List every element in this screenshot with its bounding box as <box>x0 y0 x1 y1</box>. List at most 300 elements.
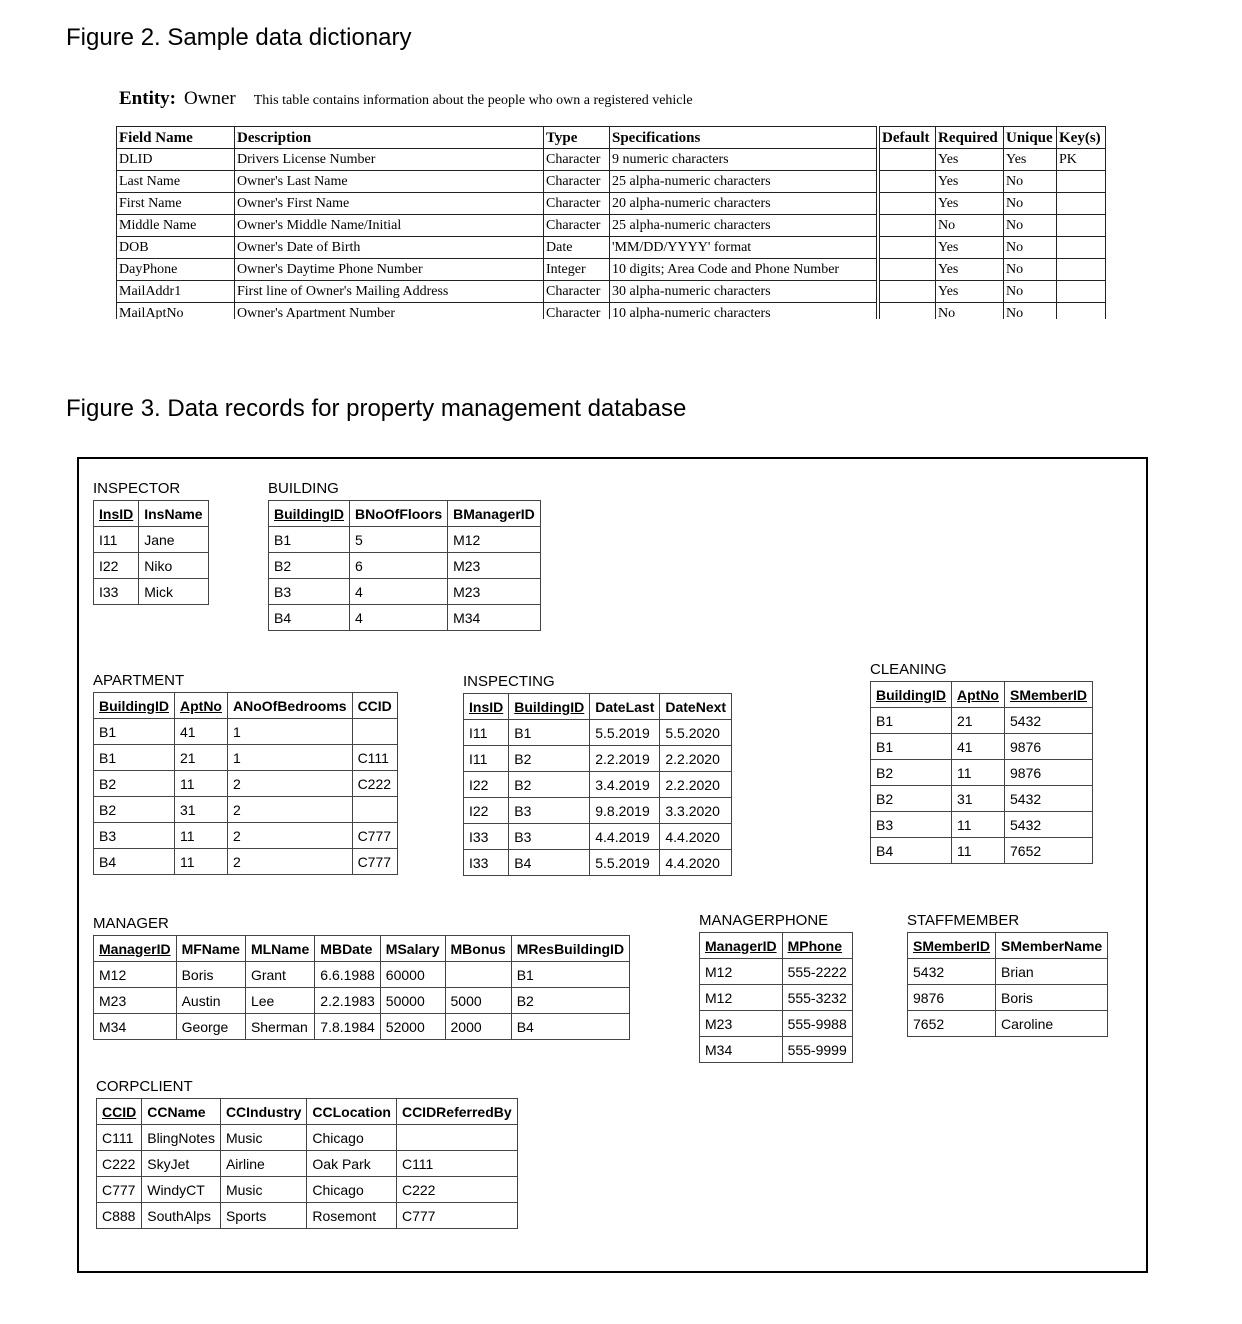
relation-table <box>93 935 630 1040</box>
table-cell: 31 <box>175 797 228 823</box>
dict-cell <box>880 281 936 303</box>
table-cell: 6.6.1988 <box>315 962 381 988</box>
table-cell: Airline <box>220 1151 306 1177</box>
table-cell: C888 <box>97 1203 142 1229</box>
cleaning-relation <box>870 659 1093 864</box>
table-cell: 2.2.2019 <box>590 746 660 772</box>
dict-cell <box>1057 259 1106 281</box>
dict-cell: Date <box>544 237 610 259</box>
dict-cell: 9 numeric characters <box>610 149 877 171</box>
dict-cell: Character <box>544 149 610 171</box>
table-row <box>464 824 732 850</box>
relation-table <box>463 693 732 876</box>
table-cell: Boris <box>996 985 1108 1011</box>
table-cell: 7.8.1984 <box>315 1014 381 1040</box>
dict-cell: No <box>1004 171 1057 193</box>
dict-row <box>117 303 1106 320</box>
column-header: CCIndustry <box>220 1099 306 1125</box>
building-relation <box>268 478 541 631</box>
table-cell: 7652 <box>1005 838 1093 864</box>
column-header: AptNo <box>175 693 228 719</box>
table-cell <box>445 962 511 988</box>
table-cell: Grant <box>245 962 314 988</box>
column-header: DateNext <box>660 694 732 720</box>
dict-header-cell: Unique <box>1004 127 1057 149</box>
dict-cell: Owner's Date of Birth <box>235 237 544 259</box>
column-header: BuildingID <box>269 501 350 527</box>
apartment-relation <box>93 670 398 875</box>
table-cell: M23 <box>448 553 541 579</box>
table-cell: B1 <box>509 720 590 746</box>
table-row <box>871 734 1093 760</box>
table-cell: M12 <box>700 959 783 985</box>
relation-table <box>96 1098 518 1229</box>
table-cell: 4.4.2020 <box>660 850 732 876</box>
table-row <box>700 1037 853 1063</box>
column-header: InsID <box>464 694 509 720</box>
dict-cell: Owner's Apartment Number <box>235 303 544 320</box>
relation-table <box>268 500 541 631</box>
table-row <box>464 798 732 824</box>
dict-cell <box>1057 193 1106 215</box>
table-row <box>94 849 398 875</box>
relation-name: APARTMENT <box>93 672 185 689</box>
table-cell: M23 <box>448 579 541 605</box>
table-cell: 5.5.2019 <box>590 850 660 876</box>
table-row <box>94 579 209 605</box>
dict-cell: No <box>1004 281 1057 303</box>
table-row <box>269 579 541 605</box>
column-header: MPhone <box>782 933 852 959</box>
relation-name: CLEANING <box>870 661 947 678</box>
table-cell: C111 <box>396 1151 517 1177</box>
table-cell: 9.8.2019 <box>590 798 660 824</box>
table-cell: C222 <box>396 1177 517 1203</box>
dict-cell: Yes <box>936 171 1004 193</box>
table-cell: Chicago <box>307 1125 397 1151</box>
dict-header-cell: Description <box>235 127 544 149</box>
table-cell: Music <box>220 1125 306 1151</box>
relation-name: MANAGERPHONE <box>699 912 829 929</box>
relation-name: INSPECTOR <box>93 480 181 497</box>
table-cell: 2 <box>228 823 353 849</box>
dict-cell <box>1057 171 1106 193</box>
table-cell: WindyCT <box>142 1177 221 1203</box>
table-cell: 5.5.2020 <box>660 720 732 746</box>
table-cell: 4 <box>350 605 448 631</box>
table-cell: George <box>176 1014 245 1040</box>
table-cell: 2.2.1983 <box>315 988 381 1014</box>
dict-cell: First Name <box>117 193 235 215</box>
dict-cell: No <box>1004 215 1057 237</box>
entity-name: Owner <box>184 88 236 109</box>
table-cell: 555-9988 <box>782 1011 852 1037</box>
table-cell: Mick <box>139 579 208 605</box>
table-row <box>94 797 398 823</box>
table-row <box>94 1014 630 1040</box>
column-header: MSalary <box>380 936 445 962</box>
dict-cell: MailAptNo <box>117 303 235 320</box>
table-row <box>94 553 209 579</box>
data-dictionary-table <box>116 126 1106 319</box>
table-row <box>464 746 732 772</box>
table-cell: 11 <box>952 760 1005 786</box>
table-cell: I11 <box>464 746 509 772</box>
data-records-panel <box>77 457 1148 1273</box>
dict-cell: Owner's Middle Name/Initial <box>235 215 544 237</box>
table-row <box>97 1151 518 1177</box>
dict-cell: Middle Name <box>117 215 235 237</box>
table-cell: 2 <box>228 849 353 875</box>
table-row <box>94 745 398 771</box>
manager-relation <box>93 913 630 1040</box>
relation-name: CORPCLIENT <box>96 1078 193 1095</box>
dict-cell: Character <box>544 171 610 193</box>
column-header: MFName <box>176 936 245 962</box>
table-cell: 9876 <box>908 985 996 1011</box>
table-row <box>908 1011 1108 1037</box>
entity-label: Entity: <box>119 88 176 109</box>
table-cell: I22 <box>464 772 509 798</box>
dict-cell <box>1057 303 1106 320</box>
dict-cell: 30 alpha-numeric characters <box>610 281 877 303</box>
table-cell: B2 <box>94 797 175 823</box>
table-cell: 31 <box>952 786 1005 812</box>
dict-row <box>117 193 1106 215</box>
dict-cell: DayPhone <box>117 259 235 281</box>
column-header: DateLast <box>590 694 660 720</box>
table-cell: C222 <box>97 1151 142 1177</box>
table-cell: 9876 <box>1005 760 1093 786</box>
table-row <box>94 823 398 849</box>
dict-cell: Owner's Daytime Phone Number <box>235 259 544 281</box>
table-row <box>700 985 853 1011</box>
column-header: BuildingID <box>871 682 952 708</box>
dict-header-cell: Specifications <box>610 127 877 149</box>
table-cell: B4 <box>511 1014 629 1040</box>
dict-cell: Character <box>544 281 610 303</box>
column-header: SMemberName <box>996 933 1108 959</box>
dict-cell: Drivers License Number <box>235 149 544 171</box>
dict-cell: Owner's Last Name <box>235 171 544 193</box>
table-row <box>871 760 1093 786</box>
table-cell: 5432 <box>908 959 996 985</box>
inspector-relation <box>93 478 209 605</box>
table-cell: I22 <box>94 553 139 579</box>
column-header: CCID <box>352 693 397 719</box>
dict-row <box>117 281 1106 303</box>
table-row <box>464 772 732 798</box>
table-cell: I33 <box>464 824 509 850</box>
dict-cell: 10 alpha-numeric characters <box>610 303 877 320</box>
table-cell <box>352 719 397 745</box>
dict-cell: 10 digits; Area Code and Phone Number <box>610 259 877 281</box>
dict-cell: Character <box>544 303 610 320</box>
dict-cell <box>880 193 936 215</box>
dict-cell: No <box>1004 237 1057 259</box>
column-header: MBDate <box>315 936 381 962</box>
dict-cell: Yes <box>936 259 1004 281</box>
dict-cell: 25 alpha-numeric characters <box>610 215 877 237</box>
table-cell: M34 <box>448 605 541 631</box>
table-cell: 50000 <box>380 988 445 1014</box>
dict-cell: Last Name <box>117 171 235 193</box>
table-cell: C777 <box>97 1177 142 1203</box>
table-cell: 9876 <box>1005 734 1093 760</box>
table-cell: B3 <box>94 823 175 849</box>
dict-cell <box>1057 237 1106 259</box>
table-cell: C222 <box>352 771 397 797</box>
table-cell: 2 <box>228 771 353 797</box>
relation-name: INSPECTING <box>463 673 555 690</box>
dict-header-cell: Key(s) <box>1057 127 1106 149</box>
relation-table <box>699 932 853 1063</box>
dict-cell: DOB <box>117 237 235 259</box>
table-cell: 7652 <box>908 1011 996 1037</box>
table-cell: B1 <box>511 962 629 988</box>
table-cell: 11 <box>175 771 228 797</box>
column-header: InsID <box>94 501 139 527</box>
table-cell: 555-9999 <box>782 1037 852 1063</box>
table-cell: 3.3.2020 <box>660 798 732 824</box>
column-header: BManagerID <box>448 501 541 527</box>
column-header: CCName <box>142 1099 221 1125</box>
column-header: BuildingID <box>509 694 590 720</box>
dict-cell: No <box>1004 193 1057 215</box>
table-row <box>464 850 732 876</box>
table-cell: 5432 <box>1005 812 1093 838</box>
table-cell: Oak Park <box>307 1151 397 1177</box>
relation-name: MANAGER <box>93 915 169 932</box>
staffmember-relation <box>907 910 1108 1037</box>
dict-cell <box>1057 281 1106 303</box>
column-header: MResBuildingID <box>511 936 629 962</box>
dict-header-cell: Required <box>936 127 1004 149</box>
table-cell: B2 <box>511 988 629 1014</box>
table-row <box>871 708 1093 734</box>
dict-cell: First line of Owner's Mailing Address <box>235 281 544 303</box>
table-cell: Sherman <box>245 1014 314 1040</box>
dict-cell: No <box>936 303 1004 320</box>
dict-cell <box>880 149 936 171</box>
table-cell: B1 <box>871 708 952 734</box>
table-cell: C111 <box>352 745 397 771</box>
table-cell: B3 <box>871 812 952 838</box>
dict-row <box>117 215 1106 237</box>
column-header: CCIDReferredBy <box>396 1099 517 1125</box>
table-row <box>269 553 541 579</box>
table-row <box>908 985 1108 1011</box>
table-cell: Jane <box>139 527 208 553</box>
table-cell: 2.2.2020 <box>660 746 732 772</box>
table-cell: M34 <box>94 1014 177 1040</box>
table-row <box>908 959 1108 985</box>
table-cell: 5432 <box>1005 786 1093 812</box>
table-cell: 5 <box>350 527 448 553</box>
dict-header-cell: Field Name <box>117 127 235 149</box>
table-row <box>871 838 1093 864</box>
table-cell: B2 <box>509 746 590 772</box>
dict-row <box>117 149 1106 171</box>
dict-cell: No <box>1004 303 1057 320</box>
figure-2-title: Figure 2. Sample data dictionary <box>66 24 412 51</box>
table-cell <box>352 797 397 823</box>
dict-cell: Yes <box>1004 149 1057 171</box>
column-header: CCID <box>97 1099 142 1125</box>
table-cell: BlingNotes <box>142 1125 221 1151</box>
column-header: SMemberID <box>908 933 996 959</box>
column-header: ANoOfBedrooms <box>228 693 353 719</box>
table-cell: SouthAlps <box>142 1203 221 1229</box>
table-cell: M12 <box>700 985 783 1011</box>
dict-cell <box>880 237 936 259</box>
table-cell: 2 <box>228 797 353 823</box>
table-cell: 41 <box>952 734 1005 760</box>
table-cell: C111 <box>97 1125 142 1151</box>
table-row <box>269 605 541 631</box>
dict-cell <box>880 303 936 320</box>
column-header: CCLocation <box>307 1099 397 1125</box>
table-cell: 11 <box>952 812 1005 838</box>
table-cell: I11 <box>94 527 139 553</box>
dict-cell: 25 alpha-numeric characters <box>610 171 877 193</box>
dict-cell: Owner's First Name <box>235 193 544 215</box>
table-cell: M34 <box>700 1037 783 1063</box>
figure-3-title: Figure 3. Data records for property management database <box>66 395 687 422</box>
table-cell: Lee <box>245 988 314 1014</box>
dict-row <box>117 237 1106 259</box>
relation-table <box>907 932 1108 1037</box>
table-cell: C777 <box>352 849 397 875</box>
table-cell: Caroline <box>996 1011 1108 1037</box>
dict-cell: Character <box>544 193 610 215</box>
table-cell: 21 <box>952 708 1005 734</box>
column-header: InsName <box>139 501 208 527</box>
table-cell: B1 <box>269 527 350 553</box>
table-row <box>94 527 209 553</box>
table-cell: I33 <box>464 850 509 876</box>
table-cell: 1 <box>228 719 353 745</box>
dict-row <box>117 259 1106 281</box>
table-cell: 6 <box>350 553 448 579</box>
table-row <box>94 988 630 1014</box>
table-cell: 11 <box>175 849 228 875</box>
table-cell: Chicago <box>307 1177 397 1203</box>
table-cell: 2.2.2020 <box>660 772 732 798</box>
table-cell: B1 <box>94 745 175 771</box>
dict-cell: Yes <box>936 281 1004 303</box>
dict-cell <box>880 171 936 193</box>
dict-header-cell: Type <box>544 127 610 149</box>
dict-cell: Character <box>544 215 610 237</box>
table-cell: B2 <box>871 786 952 812</box>
data-dictionary <box>116 126 1110 319</box>
dict-cell: No <box>1004 259 1057 281</box>
table-row <box>700 1011 853 1037</box>
table-cell: 555-2222 <box>782 959 852 985</box>
table-row <box>97 1203 518 1229</box>
table-cell: Sports <box>220 1203 306 1229</box>
table-cell: C777 <box>396 1203 517 1229</box>
table-cell: 21 <box>175 745 228 771</box>
table-cell: B4 <box>94 849 175 875</box>
dict-cell: DLID <box>117 149 235 171</box>
table-cell: C777 <box>352 823 397 849</box>
table-cell: I33 <box>94 579 139 605</box>
entity-description: This table contains information about the people who own a registered vehicle <box>253 93 693 108</box>
column-header: MLName <box>245 936 314 962</box>
relation-table <box>870 681 1093 864</box>
table-cell: 4.4.2020 <box>660 824 732 850</box>
dict-cell <box>880 259 936 281</box>
dict-row <box>117 171 1106 193</box>
table-cell: B2 <box>94 771 175 797</box>
table-row <box>871 786 1093 812</box>
table-row <box>97 1177 518 1203</box>
column-header: ManagerID <box>700 933 783 959</box>
dict-cell: MailAddr1 <box>117 281 235 303</box>
table-cell: SkyJet <box>142 1151 221 1177</box>
dict-cell: 'MM/DD/YYYY' format <box>610 237 877 259</box>
dict-header-cell: Default <box>880 127 936 149</box>
table-row <box>94 771 398 797</box>
column-header: MBonus <box>445 936 511 962</box>
table-cell: 11 <box>952 838 1005 864</box>
dict-cell: Yes <box>936 193 1004 215</box>
dict-cell <box>1057 215 1106 237</box>
dict-cell: Integer <box>544 259 610 281</box>
table-cell: I22 <box>464 798 509 824</box>
table-cell: 2000 <box>445 1014 511 1040</box>
table-cell: M12 <box>94 962 177 988</box>
column-header: BuildingID <box>94 693 175 719</box>
table-cell: B2 <box>269 553 350 579</box>
table-cell: B1 <box>94 719 175 745</box>
dict-cell <box>880 215 936 237</box>
table-cell: B4 <box>269 605 350 631</box>
table-cell: Rosemont <box>307 1203 397 1229</box>
table-cell: 5000 <box>445 988 511 1014</box>
table-cell: Boris <box>176 962 245 988</box>
inspecting-relation <box>463 671 732 876</box>
table-row <box>94 962 630 988</box>
dict-cell: No <box>936 215 1004 237</box>
table-row <box>94 719 398 745</box>
table-cell: Niko <box>139 553 208 579</box>
table-cell: B2 <box>871 760 952 786</box>
table-cell: B3 <box>509 798 590 824</box>
table-cell: Austin <box>176 988 245 1014</box>
table-cell: 4 <box>350 579 448 605</box>
table-cell: 4.4.2019 <box>590 824 660 850</box>
entity-line <box>119 88 693 110</box>
column-header: BNoOfFloors <box>350 501 448 527</box>
table-cell: B3 <box>269 579 350 605</box>
dict-cell: Yes <box>936 237 1004 259</box>
column-header: SMemberID <box>1005 682 1093 708</box>
table-cell: M23 <box>700 1011 783 1037</box>
table-cell: 52000 <box>380 1014 445 1040</box>
table-cell: 5.5.2019 <box>590 720 660 746</box>
table-cell: 1 <box>228 745 353 771</box>
table-cell: B4 <box>871 838 952 864</box>
table-cell: B2 <box>509 772 590 798</box>
table-cell: Music <box>220 1177 306 1203</box>
table-cell: 60000 <box>380 962 445 988</box>
table-cell: B1 <box>871 734 952 760</box>
table-row <box>700 959 853 985</box>
table-row <box>269 527 541 553</box>
